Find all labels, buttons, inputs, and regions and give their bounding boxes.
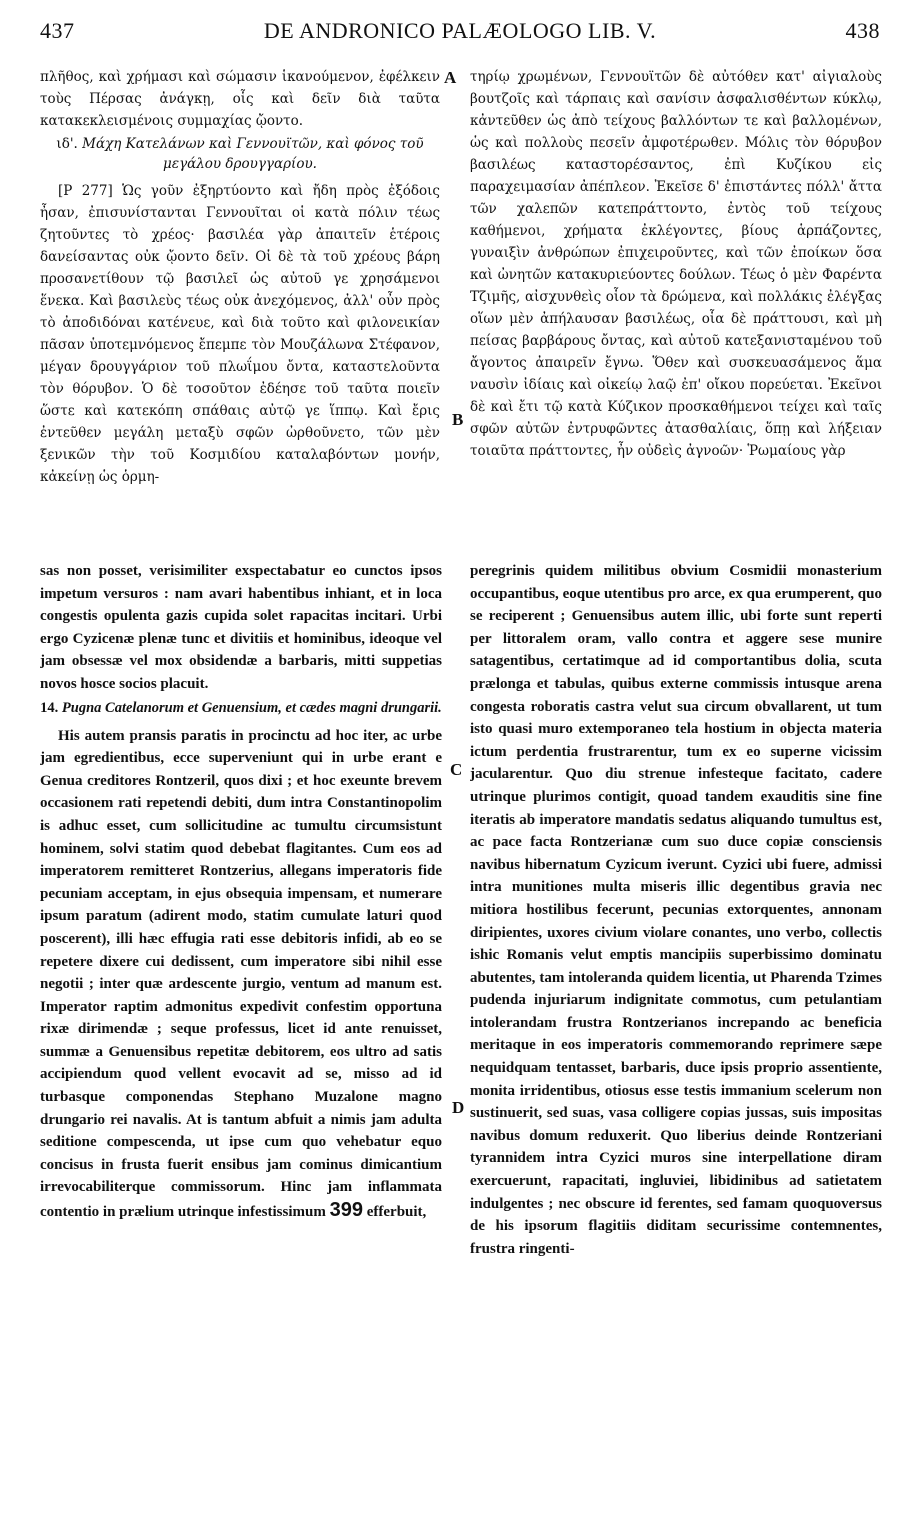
- greek-column-right: [470, 66, 882, 540]
- margin-marker-b: B: [452, 410, 464, 429]
- latin-paragraph-text-end: efferbuit,: [366, 1204, 427, 1221]
- greek-paragraph: πλῆθος, καὶ χρήμασι καὶ σώμασιν ἱκανούμενον, ἐφέλκειν τοὺς Πέρσας ἀνάγκῃ, οἷς καὶ δεῖν διὰ ταῦτα κατακεκλεισμένοις συμμαχίας ᾤοντο.: [40, 69, 440, 129]
- greek-paragraph: [P 277] Ὡς γοῦν ἐξηρτύοντο καὶ ἤδη πρὸς ἐξόδοις ἦσαν, ἐπισυνίστανται Γεννουῖται οἱ κατὰ πόλιν τέως ζητοῦντες τὸ χρέος· βασιλέα γὰρ ἀπαιτεῖν ἑτέροις δανείσαντας οὐκ ᾤοντο δεῖν. Οἱ δὲ τὰ τοῦ χρέους βάρη προσανετίθουν τῷ βασιλεῖ ὡς αὐτοῦ γε χρησάμενοι ἕνεκα. Καὶ βασιλεὺς τέως οὐκ ἀνεχόμενος, ἀλλ' οὖν πρὸς τὸ ἀποδιδόναι κατένευε, καὶ διὰ τοῦτο καὶ φιλονεικίαν πᾶσαν ὑποτεμνόμενος ἔπεμπε τὸν Μουζάλωνα Στέφανον, μέγαν δρουγγάριον τοῦ πλωΐμου ὄντα, καταστελοῦντα τὸν θόρυβον. Ὁ δὲ τοσοῦτον ἐδέησε τοῦ ταῦτα ποιεῖν ὥστε καὶ κατεκόπη σπάθαις αὐτῷ γε ἵππῳ. Καὶ ἔρις ἐντεῦθεν μεγάλη μεταξὺ σφῶν ὠρθοῦνετο, τῶν μὲν ξενικῶν τὴν τοῦ Κοσμιδίου καταλαβόντων μονήν, κἀκείνῃ ὡς ὁρμη-: [40, 183, 440, 485]
- greek-section-title: Μάχη Κατελάνων καὶ Γεννουϊτῶν, καὶ φόνος τοῦ μεγάλου δρουγγαρίου.: [82, 136, 424, 172]
- latin-column-right: [470, 560, 882, 1516]
- latin-paragraph: peregrinis quidem militibus obvium Cosmidii monasterium occupantibus, eoque utentibus pro arce, ex qua erumperent, quo se reciperent ; Genuensibus autem illic, ubi forte sunt reperti per littoralem oram, vallo contra et aggere sese munire satagentibus, certatimque ad id comportantibus dolia, scuta prælonga et tabulas, quibus externe commissis intusque arena congesta roboratis castra velut sua circum obvallarent, ut tum isto quasi muro extemporaneo tela hostium in objecta materia ictum perdentia frustrarentur, tum ex eo superne vicissim jacularentur. Quo diu strenue infesteque facitato, cadere utrinque plurimos contigit, quoad tandem exauditis sine fine iteratis ab imperatore mandatis sedatus aliquando tumultus est, ac pace facta Rontzerianæ cum suo duce copiæ consciensis navibus hibernatum Cyzicum iverunt. Cyzici ubi fuere, admissi intra munitiones multa miseris illic degentibus gravia nec mitiora hostilibus fecerunt, pecunias extorquentes, annonam diripientes, uxores civium violare conantes, uno verbo, collectis ishic Romanis velut emptis mancipiis superbissimo dominatu abutentes, tam intoleranda quidem licentia, ut Pharenda Tzimes pudenda injuriarum indignitate commotus, cum petulantiam intolerandam frustra Rontzerianos increpando ac beneficia meritaque in eos imperatoris commemorando reprimere sæpe nequidquam tentasset, barbaris, duce ipsis proprio assentiente, monita irridentibus, otiosus esse testis immanium scelerum non sustinuerit, sed suas, vasa colligere copias jussas, suis impositas navibus domum reduxerit. Quo liberius deinde Rontzeriani tyrannidem intra Cyzici muros sine interpellatione diram exercuerunt, rapacitati, ingluviei, libidinibus ad satietatem indulgentes ; nec obscure id ferentes, sed famam quoquoversus de his ipsorum flagitiis diditam securissime contemnentes, frustra ringenti-: [470, 563, 882, 1257]
- latin-paragraph: [40, 725, 442, 1224]
- greek-column-left: [40, 66, 440, 540]
- section-divider: [40, 548, 882, 549]
- margin-marker-a: A: [444, 68, 457, 87]
- greek-section-number: ιδ'.: [56, 136, 78, 152]
- latin-section-heading: [40, 698, 442, 719]
- page-number-left: 437: [40, 18, 75, 43]
- running-title: DE ANDRONICO PALÆOLOGO LIB. V.: [263, 18, 657, 43]
- latin-paragraph: sas non posset, verisimiliter exspectabatur eo cunctos ipsos impetum versuros : nam avari habentibus inhiant, et in loca congestis opulenta gazis cupida solet rapacitas incitari. Urbi ergo Cyzicenæ plenæ tunc et divitiis et hominibus, ideoque vel jam obsessæ vel mox obsidendæ a barbaris, mitti suppetias novos hosce socios placuit.: [40, 563, 442, 692]
- page-number-right: 438: [845, 18, 880, 43]
- latin-column-left: [40, 560, 442, 1516]
- margin-marker-c: C: [450, 760, 463, 779]
- greek-paragraph: τηρίῳ χρωμένων, Γεννουϊτῶν δὲ αὐτόθεν κατ' αἰγιαλοὺς βουτζοῖς καὶ τάρπαις καὶ σανίσιν ἀσφαλισθέντων κύκλῳ, κἀντεῦθεν ὡς ἀπὸ τείχους βαλλόντων τε καὶ βαλλομένων, ὡς καὶ πολλοὺς πεσεῖν ἀμφοτέρωθεν. Μόλις τὸν θόρυβον βασιλέως καταστορέσαντος, ἐπὶ Κυζίκου εἰς παραχειμασίαν ἀπέπλεον. Ἐκεῖσε δ' ἐπιστάντες πόλλ' ἄττα τῶν χαλεπῶν κατεπράττοντο, ἐντὸς τοῦ τείχους καθήμενοι, χρήματα ἐκλέγοντες, βίους ἁρπάζοντες, γυναιξὶν ἀνθρώπων ἐπιχειροῦντες, καὶ τῶν ἐποίκων ὅσα καὶ ὠνητῶν κατακυριεύοντες δούλων. Τέως ὁ μὲν Φαρέντα Τζιμῆς, αἰσχυνθεὶς οἷον τὰ δρώμενα, καὶ πολλάκις ἐλέγξας οἵων μὲν ἀπήλαυσαν βασιλέως, οἷα δὲ πράττουσι, καὶ μὴ πείσας βαρβάρους ὄντας, καὶ αὐτοῦ κατεξανισταμένου τοῦ ἄγοντος ἀπαιρεῖν ἔγνω. Ὅθεν καὶ συσκευασάμενος ἅμα ναυσὶν ἰδίαις καὶ οἰκείῳ λαῷ ἐπ' οἴκου πορεύεται. Ἐκεῖνοι δὲ καὶ ἔτι τῷ κατὰ Κύζικον προσκαθήμενοι τείχει καὶ ταῖς σφῶν αὐτῶν ἐντρυφῶντες ἀτασθαλίαις, ὅπῃ καὶ λήξειαν τοιαῦτα πράττοντες, ἦν οὐδεὶς ἀγνοῶν· Ῥωμαίους γὰρ: [470, 69, 882, 459]
- running-header: [40, 10, 880, 50]
- latin-paragraph-text: His autem pransis paratis in procinctu ad hoc iter, ac urbe jam egredientibus, ecce superveniunt qui in urbe erant e Genua creditores Rontzeril, quos dixi ; et hoc exeunte brevem occasionem rati repetendi debiti, dum intra Constantinopolim is adhuc esset, cum sollicitudine ac tumultu circumsistunt hominem, solvi statim quod debebat flagitantes. Cum eos ad imperatorem remitteret Rontzerius, allegans imperatoris fide pecuniam acceptam, in ejus obsequia impensam, et numerare ipsum paratum (adirent modo, statim cumulate laturi quod poscerent), illi hæc effugia rati esse debitoris infidi, ab eo se repetere dixere cui dedissent, cum imperatore sibi nihil esse negotii ; inter quæ ardescente jurgio, ventum ad manum est. Imperator raptim admonitus expedivit confestim opportuna rixæ dirimendæ ; seque professus, licet id ante renuisset, summæ a Genuensibus repetitæ debitorem, eos ultro ad satis accipiendum quod vellent evocavit ad se, misso ad id turbasque componendas Stephano Muzalone magno drungario rei navalis. At is tantum abfuit a nimis jam adulta seditione compescenda, ut ipse cum quo vehebatur equo concisus in frusta fuerit ensibus jam cominus dimicantium irrevocabiliterque commissorum. Hinc jam inflammata contentio in prælium utrinque infestissimum: [40, 727, 442, 1221]
- latin-section-number: 14.: [40, 699, 59, 716]
- greek-section-heading: [40, 134, 440, 174]
- scan-page-mark: 399: [329, 1199, 363, 1222]
- margin-marker-d: D: [452, 1098, 465, 1117]
- latin-section-title: Pugna Catelanorum et Genuensium, et cædes magni drungarii.: [61, 699, 442, 716]
